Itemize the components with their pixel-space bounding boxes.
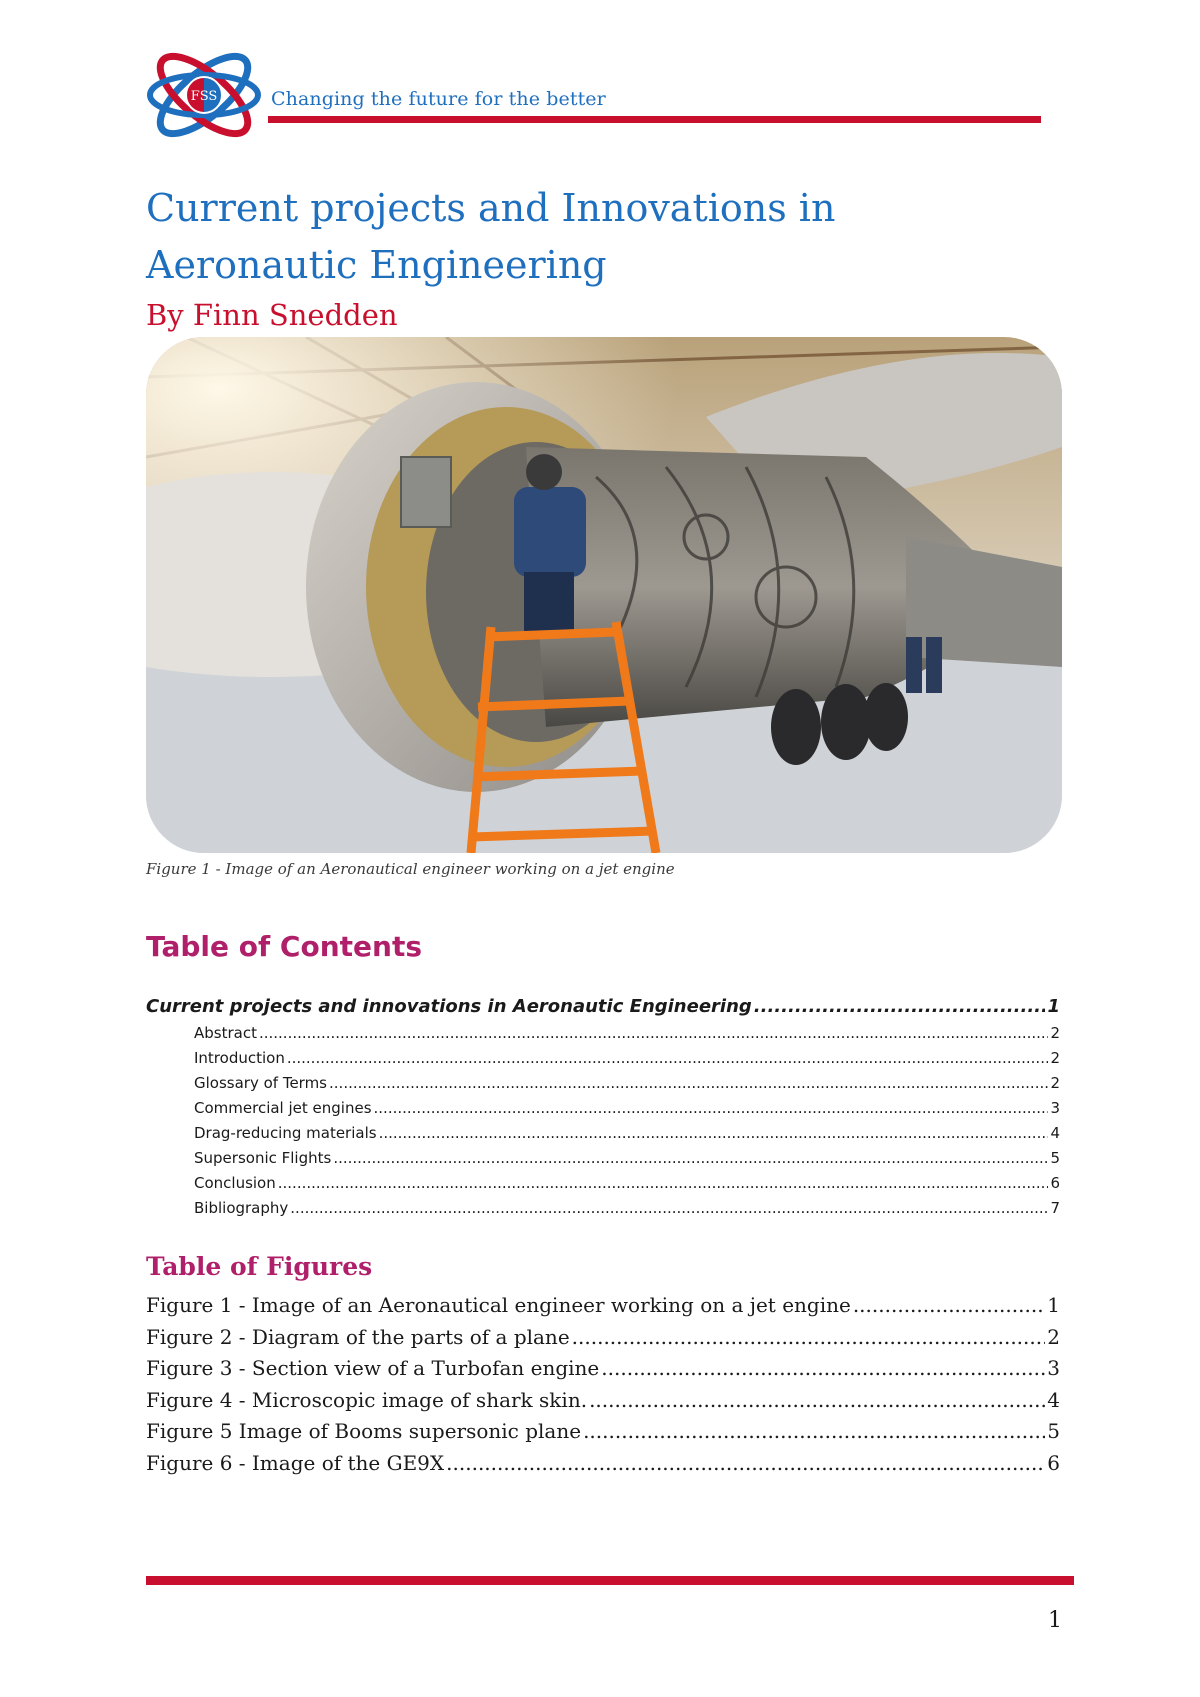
tof-leader — [601, 1353, 1045, 1385]
toc-entry-label: Abstract — [194, 1024, 257, 1042]
toc-leader — [333, 1146, 1048, 1171]
table-of-contents — [146, 993, 1060, 1221]
toc-leader — [290, 1196, 1048, 1221]
tof-heading: Table of Figures — [146, 1252, 373, 1281]
tof-leader — [583, 1416, 1045, 1448]
logo-text: FSS — [190, 89, 218, 104]
tagline: Changing the future for the better — [271, 88, 606, 110]
tof-leader — [572, 1322, 1046, 1354]
toc-entry-page: 2 — [1050, 1024, 1060, 1042]
toc-entry-page: 2 — [1050, 1074, 1060, 1092]
document-title — [146, 180, 1106, 294]
byline: By Finn Snedden — [146, 298, 398, 332]
tof-entry[interactable] — [146, 1290, 1060, 1322]
toc-entry-page: 7 — [1050, 1199, 1060, 1217]
page-number: 1 — [1048, 1608, 1062, 1633]
tof-entry-label: Figure 6 - Image of the GE9X — [146, 1450, 445, 1475]
toc-leader — [754, 993, 1046, 1021]
toc-entry-page: 2 — [1050, 1049, 1060, 1067]
toc-entry[interactable] — [146, 1096, 1060, 1121]
toc-leader — [278, 1171, 1049, 1196]
tof-entry-label: Figure 3 - Section view of a Turbofan engine — [146, 1356, 600, 1380]
title-line-2: Aeronautic Engineering — [146, 243, 607, 287]
toc-leader — [259, 1021, 1048, 1046]
footer-rule — [146, 1576, 1074, 1585]
tof-entry[interactable] — [146, 1353, 1060, 1385]
toc-entry[interactable] — [146, 1196, 1060, 1221]
figure-caption: Figure 1 - Image of an Aeronautical engineer working on a jet engine — [146, 860, 675, 878]
toc-entry-label: Conclusion — [194, 1174, 276, 1192]
toc-entry[interactable] — [146, 1071, 1060, 1096]
tof-entry[interactable] — [146, 1416, 1060, 1448]
toc-entry-label: Commercial jet engines — [194, 1099, 372, 1117]
jet-engine-photo — [146, 337, 1062, 853]
toc-leader — [379, 1121, 1049, 1146]
tof-entry[interactable] — [146, 1322, 1060, 1354]
toc-leader — [287, 1046, 1049, 1071]
tof-entry-page: 5 — [1047, 1419, 1060, 1443]
tof-leader — [446, 1448, 1045, 1480]
tof-entry-page: 2 — [1047, 1324, 1060, 1349]
toc-entry-label: Current projects and innovations in Aeronautic Engineering — [146, 996, 752, 1017]
toc-leader — [329, 1071, 1048, 1096]
tof-entry[interactable] — [146, 1448, 1060, 1480]
fss-logo — [146, 40, 262, 150]
toc-entry[interactable] — [146, 1121, 1060, 1146]
tof-entry[interactable] — [146, 1385, 1060, 1417]
toc-entry-page: 1 — [1047, 996, 1060, 1017]
toc-entry-label: Glossary of Terms — [194, 1074, 328, 1092]
toc-entry[interactable] — [146, 1046, 1060, 1071]
toc-heading: Table of Contents — [146, 930, 423, 963]
tof-entry-page: 3 — [1047, 1356, 1060, 1380]
toc-entry-page: 6 — [1050, 1174, 1060, 1192]
toc-entry[interactable] — [146, 1146, 1060, 1171]
tof-leader — [589, 1385, 1045, 1417]
tof-entry-page: 1 — [1047, 1293, 1060, 1317]
tof-entry-page: 6 — [1047, 1450, 1060, 1475]
tof-entry-label: Figure 4 - Microscopic image of shark skin. — [146, 1387, 588, 1412]
title-line-1: Current projects and Innovations in — [146, 186, 836, 230]
toc-entry-label: Drag-reducing materials — [194, 1124, 377, 1142]
tof-entry-label: Figure 1 - Image of an Aeronautical engineer working on a jet engine — [146, 1293, 851, 1317]
toc-entry[interactable] — [146, 1021, 1060, 1046]
toc-entry-label: Bibliography — [194, 1199, 289, 1217]
tof-entry-page: 4 — [1047, 1387, 1060, 1412]
tof-leader — [853, 1290, 1045, 1322]
tof-entry-label: Figure 5 Image of Booms supersonic plane — [146, 1419, 582, 1443]
tof-entry-label: Figure 2 - Diagram of the parts of a plane — [146, 1324, 570, 1349]
toc-leader — [374, 1096, 1049, 1121]
toc-entry-page: 5 — [1050, 1149, 1060, 1167]
toc-entry-main[interactable] — [146, 993, 1060, 1021]
table-of-figures — [146, 1290, 1060, 1479]
toc-entry[interactable] — [146, 1171, 1060, 1196]
toc-entry-page: 3 — [1050, 1099, 1060, 1117]
toc-entry-label: Supersonic Flights — [194, 1149, 332, 1167]
header-rule — [268, 116, 1041, 123]
toc-entry-label: Introduction — [194, 1049, 285, 1067]
toc-entry-page: 4 — [1050, 1124, 1060, 1142]
